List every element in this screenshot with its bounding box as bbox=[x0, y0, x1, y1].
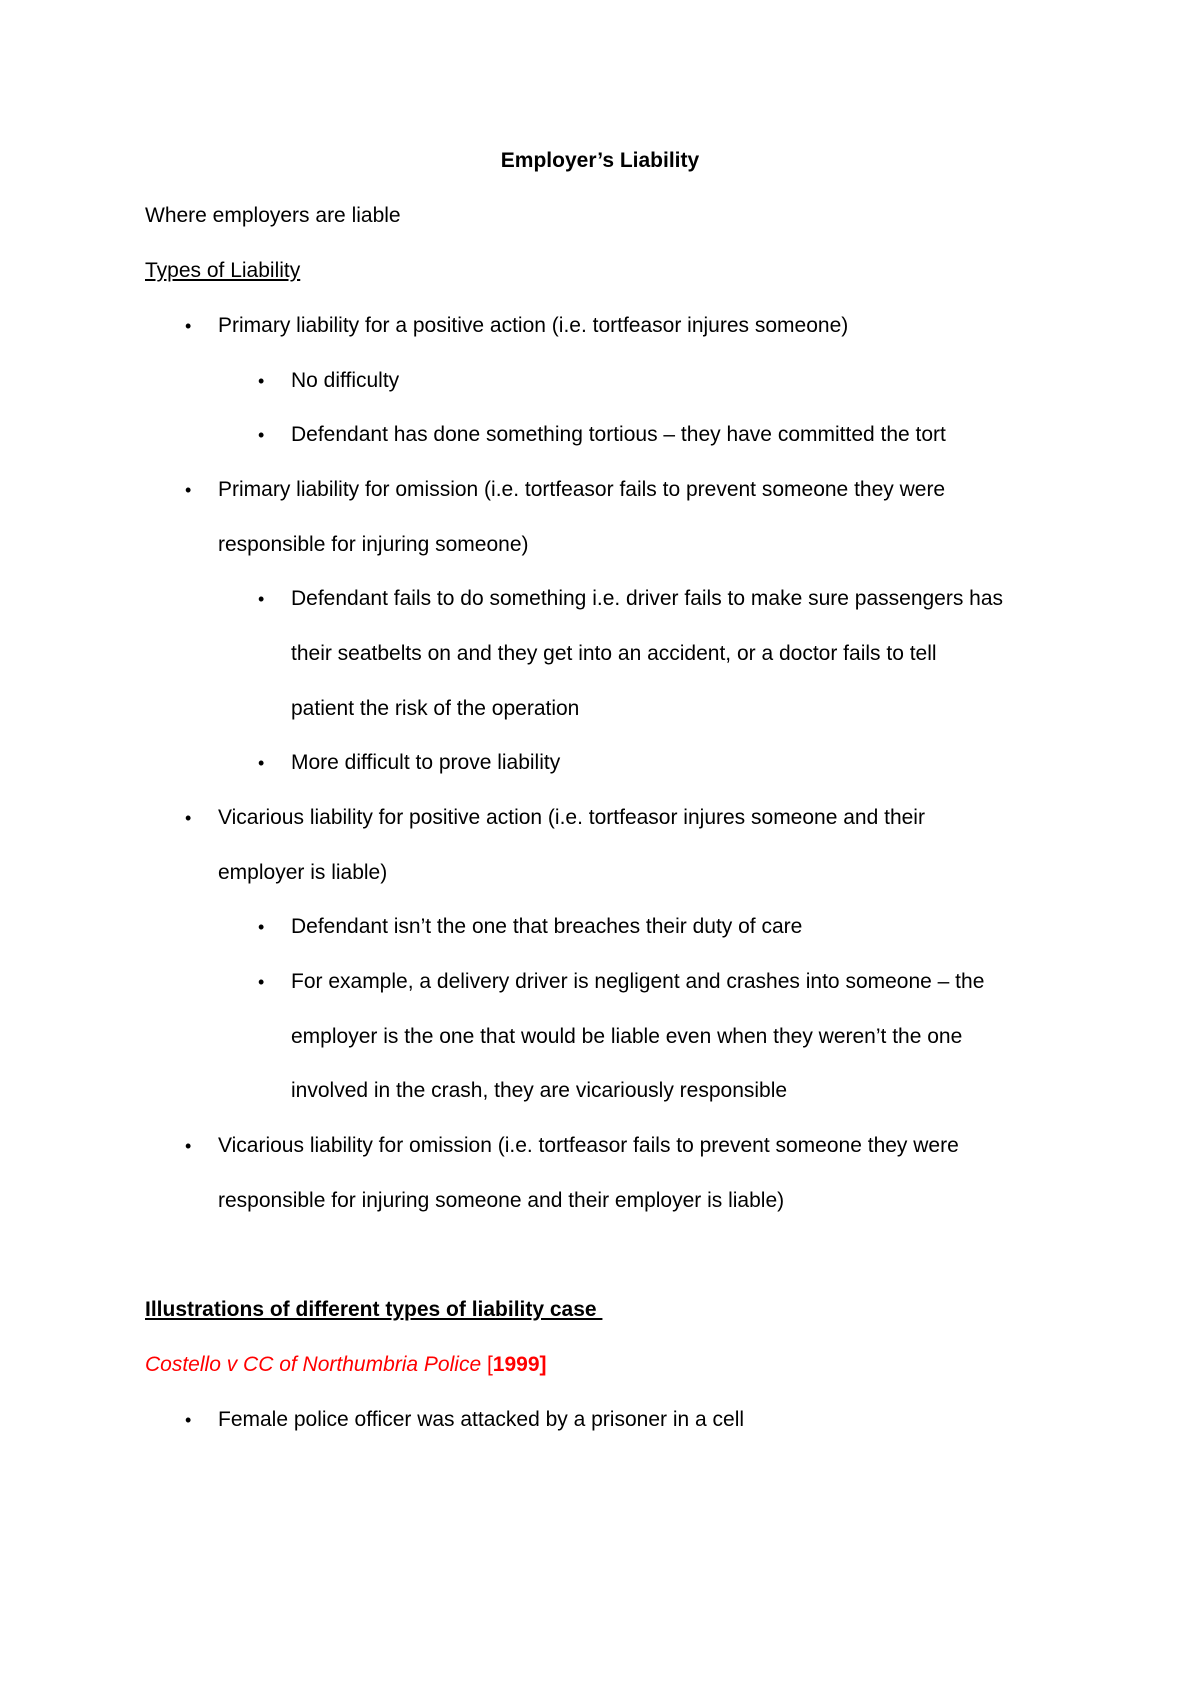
list-item-text: employer is liable) bbox=[218, 861, 388, 884]
illustrations-heading: Illustrations of different types of liability case bbox=[145, 1298, 603, 1321]
sub-item-text: employer is the one that would be liable even when they weren’t the one bbox=[291, 1025, 963, 1048]
sub-item-text: No difficulty bbox=[291, 369, 400, 392]
list-item-text: Primary liability for a positive action (i.e. tortfeasor injures someone) bbox=[218, 314, 849, 337]
bullet-marker: • bbox=[258, 371, 265, 391]
intro-text: Where employers are liable bbox=[145, 204, 401, 227]
sub-item-text: For example, a delivery driver is negligent and crashes into someone – the bbox=[291, 970, 985, 993]
bullet-marker: • bbox=[258, 589, 265, 609]
bullet-marker: • bbox=[185, 1136, 192, 1156]
case-open-bracket: [ bbox=[481, 1353, 493, 1376]
list-item-text: Primary liability for omission (i.e. tortfeasor fails to prevent someone they were bbox=[218, 478, 946, 501]
bullet-marker: • bbox=[185, 316, 192, 336]
sub-item-text: their seatbelts on and they get into an accident, or a doctor fails to tell bbox=[291, 642, 937, 665]
list-item-text: Vicarious liability for omission (i.e. tortfeasor fails to prevent someone they were bbox=[218, 1134, 959, 1157]
sub-item-text: Defendant has done something tortious – they have committed the tort bbox=[291, 423, 946, 446]
bullet-marker: • bbox=[258, 425, 265, 445]
sub-item-text: More difficult to prove liability bbox=[291, 751, 561, 774]
sub-item-text: Defendant isn’t the one that breaches their duty of care bbox=[291, 915, 803, 938]
bullet-marker: • bbox=[185, 808, 192, 828]
list-item-text: responsible for injuring someone) bbox=[218, 533, 529, 556]
bullet-marker: • bbox=[185, 1410, 192, 1430]
case-year: 1999] bbox=[492, 1353, 547, 1376]
bullet-marker: • bbox=[185, 480, 192, 500]
sub-item-text: patient the risk of the operation bbox=[291, 697, 580, 720]
bullet-marker: • bbox=[258, 917, 265, 937]
sub-item-text: Defendant fails to do something i.e. driver fails to make sure passengers has bbox=[291, 587, 1004, 610]
list-item-text: Vicarious liability for positive action (i.e. tortfeasor injures someone and their bbox=[218, 806, 925, 829]
sub-item-text: involved in the crash, they are vicariously responsible bbox=[291, 1079, 788, 1102]
document-title: Employer’s Liability bbox=[500, 149, 700, 172]
case-citation bbox=[145, 1352, 547, 1378]
types-heading: Types of Liability bbox=[145, 259, 301, 282]
bullet-marker: • bbox=[258, 753, 265, 773]
bullet-marker: • bbox=[258, 972, 265, 992]
case-name: Costello v CC of Northumbria Police bbox=[145, 1353, 482, 1376]
case-bullet-text: Female police officer was attacked by a prisoner in a cell bbox=[218, 1408, 745, 1431]
list-item-text: responsible for injuring someone and their employer is liable) bbox=[218, 1189, 785, 1212]
